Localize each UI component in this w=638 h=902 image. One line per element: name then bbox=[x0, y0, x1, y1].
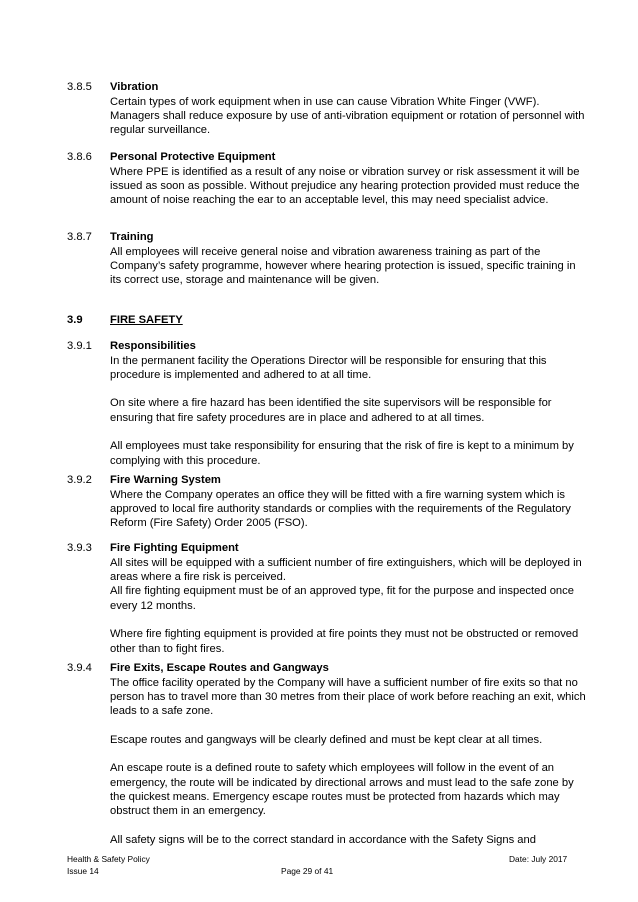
section-heading: Vibration bbox=[110, 81, 159, 93]
section-number: 3.9.1 bbox=[67, 340, 92, 352]
paragraph: The office facility operated by the Company will have a sufficient number of fire exits so that no person has to travel more than 30 metres from their place of work before reaching an exit, which leads to a safe zone. bbox=[110, 676, 586, 718]
section-number: 3.9.2 bbox=[67, 474, 92, 486]
section-body bbox=[110, 556, 586, 656]
paragraph: An escape route is a defined route to safety which employees will follow in the event of an emergency, the route will be indicated by directional arrows and must lead to the safe zone by the quickest means. Emergency escape routes must be protected from hazards which may obstruct them in an emergency. bbox=[110, 762, 574, 818]
section-body bbox=[110, 165, 586, 208]
paragraph: Certain types of work equipment when in use can cause Vibration White Finger (VWF). Managers shall reduce exposure by use of anti-vibration equipment or rotation of personnel with regular surveillance. bbox=[110, 95, 585, 137]
footer-page-number: Page 29 of 41 bbox=[281, 866, 334, 876]
section-body bbox=[110, 95, 586, 138]
paragraph: In the permanent facility the Operations Director will be responsible for ensuring that this procedure is implemented and adhered to at all time. bbox=[110, 354, 547, 381]
section-heading: Training bbox=[110, 231, 154, 243]
paragraph: All fire fighting equipment must be of an approved type, fit for the purpose and inspected once every 12 months. bbox=[110, 585, 574, 612]
paragraph: Where the Company operates an office they will be fitted with a fire warning system which is approved to local fire authority standards or complies with the requirements of the Regulatory Reform (Fire Safety) Order 2005 (FSO). bbox=[110, 488, 571, 530]
section-heading: Fire Fighting Equipment bbox=[110, 542, 239, 554]
section-heading: Fire Warning System bbox=[110, 474, 221, 486]
paragraph: All employees must take responsibility for ensuring that the risk of fire is kept to a minimum by complying with this procedure. bbox=[110, 440, 574, 467]
paragraph: Where fire fighting equipment is provided at fire points they must not be obstructed or removed other than to fight fires. bbox=[110, 628, 579, 655]
section-number: 3.8.6 bbox=[67, 151, 92, 163]
paragraph: Escape routes and gangways will be clearly defined and must be kept clear at all times. bbox=[110, 733, 543, 746]
paragraph: On site where a fire hazard has been identified the site supervisors will be responsible for ensuring that fire safety procedures are in place and adhered to at all times. bbox=[110, 397, 552, 424]
paragraph: All safety signs will be to the correct standard in accordance with the Safety Signs and bbox=[110, 833, 536, 846]
section-number: 3.8.5 bbox=[67, 81, 92, 93]
paragraph: All sites will be equipped with a sufficient number of fire extinguishers, which will be deployed in areas where a fire risk is perceived. bbox=[110, 556, 582, 583]
section-body bbox=[110, 488, 586, 531]
section-number: 3.8.7 bbox=[67, 231, 92, 243]
section-heading: Fire Exits, Escape Routes and Gangways bbox=[110, 662, 329, 674]
section-heading: Responsibilities bbox=[110, 340, 196, 352]
footer-issue: Issue 14 bbox=[67, 866, 99, 876]
paragraph: Where PPE is identified as a result of any noise or vibration survey or risk assessment it will be issued as soon as possible. Without prejudice any hearing protection provided must reduce the amount of noise reaching the ear to an acceptable level, this may need specialist advice. bbox=[110, 165, 580, 207]
section-heading: Personal Protective Equipment bbox=[110, 151, 276, 163]
section-heading: FIRE SAFETY bbox=[110, 314, 183, 326]
section-number: 3.9.4 bbox=[67, 662, 92, 674]
section-body bbox=[110, 245, 586, 288]
section-body bbox=[110, 354, 586, 468]
footer-date: Date: July 2017 bbox=[509, 854, 568, 864]
section-number: 3.9.3 bbox=[67, 542, 92, 554]
paragraph: All employees will receive general noise and vibration awareness training as part of the Company’s safety programme, however where hearing protection is issued, specific training in its correct use, storage and maintenance will be given. bbox=[110, 245, 576, 287]
section-body bbox=[110, 676, 586, 848]
footer-document-title: Health & Safety Policy bbox=[67, 854, 150, 864]
section-number: 3.9 bbox=[67, 314, 83, 326]
